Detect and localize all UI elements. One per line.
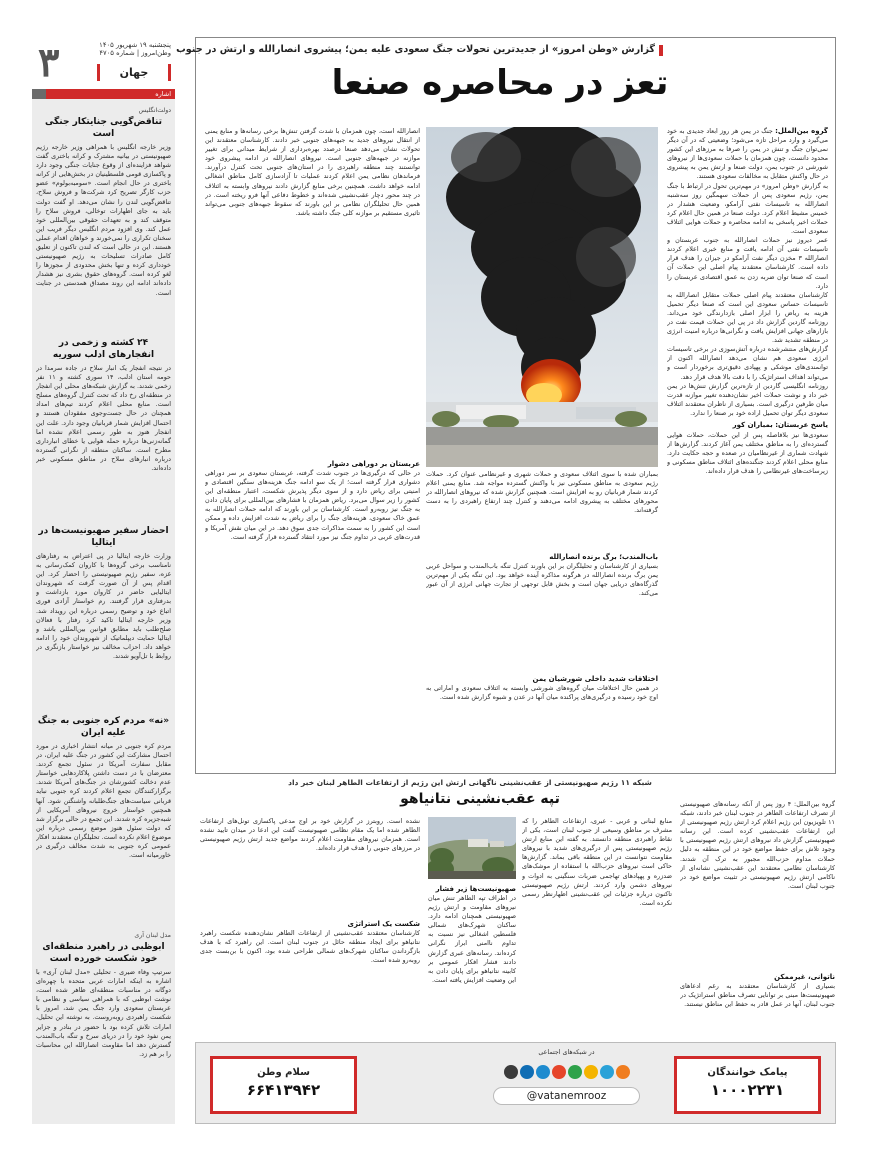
subheading: باب‌المندب؛ برگ برنده انصارالله: [549, 553, 658, 561]
igap-icon[interactable]: [536, 1065, 550, 1079]
main-column-middle-top: انصارالله است، چون همزمان با شدت گرفتن تنش‌ها برخی رسانه‌ها و منابع یمنی از انتقال نیروهای جدید به جبهه‌های جنوبی خبر دادند. کارشناسان معتقدند این تحولات نشان می‌دهد صنعا درصدد بهره‌برداری از شرایط میدانی برای تغییر موازنه در جبهه‌های جنوبی است. نیروهای انصارالله در ادامه پیشروی خود توانستند چند منطقه راهبردی را در استان‌های جنوبی تحت کنترل درآورند. فرماندهان نظامی یمن اعلام کردند عملیات تا آزادسازی کامل مناطق اشغالی ادامه خواهد داشت. همچنین برخی منابع گزارش دادند نیروهای وابسته به ائتلاف در چند محور دچار عقب‌نشینی شده‌اند و خطوط دفاعی آنها فرو ریخته است. در همین حال تحلیلگران نظامی بر این باورند که سقوط جبهه‌های جنوبی می‌تواند تاثیری مستقیم بر موازنه کلی جنگ داشته باشد.: [205, 127, 420, 217]
hill-image: [428, 817, 516, 879]
hill-photo: [428, 817, 516, 879]
main-column-right: گروه بین‌الملل: جنگ در یمن هر روز ابعاد جدیدی به خود می‌گیرد و وارد مراحل تازه می‌شود؛ وضعیتی که در آن دیگر نمی‌توان جنگ و تنش در یمن را صرفا به مرزهای این کشور محدود دانست، چون همزمان با حملات سعودی‌ها از نیروهای شورشی در جنوب یمن، دولت صنعا و ارتش یمن به پیشروی در حال واکنش متقابل به مخالفات سعودی هستند. به گزارش «وطن امروز» در مهم‌ترین تحول در ارتباط با جنگ یمن، رژیم سعودی پس از حملات سهمگین روز سه‌شنبه انصارالله به تاسیسات نفتی آرامکو، وضعیت هشدار در خمیس مشیط اعلام کرد. دولت صنعا در همین حال اعلام کرد حملات اخیر پاسخی به ادامه محاصره و حملات هوایی ائتلاف سعودی است. عمر دیروز نیز حملات انصارالله به جنوب عربستان و تاسیسات نفتی آن ادامه یافت و منابع خبری اعلام کردند انصارالله ۳ مخزن دیگر نفت آرامکو در جیزان را هدف قرار داده است. کارشناسان معتقدند پیام اصلی این حملات آن است که صنعا توان ضربه زدن به عمق اقتصادی عربستان را دارد. کارشناسان معتقدند پیام اصلی حملات متقابل انصارالله به تاسیسات حساس سعودی این است که صنعا دیگر تحمیل هزینه به ریاض را ابزار اصلی بازدارندگی خود می‌داند. روزنامه گاردین گزارش داد در پی این حملات قیمت نفت در بازارهای جهانی افزایش یافت و نگرانی‌ها درباره امنیت انرژی در منطقه تشدید شد. گزارش‌های منتشرشده درباره آتش‌سوزی در برخی تاسیسات انرژی سعودی هم نشان می‌دهد انصارالله اکنون از توانمندی‌های موشکی و پهپادی دقیق‌تری برخوردار است و می‌تواند اهداف استراتژیک را با دقت بالا هدف قرار دهد. روزنامه انگلیسی گاردین از تازه‌ترین گزارش تنش‌ها در یمن خبر داد و نوشت حملات اخیر نشان‌دهنده تغییر موازنه قدرت میان طرفین درگیری است. بسیاری از ناظران معتقدند ائتلاف سعودی دیگر توان تحمیل اراده خود بر صنعا را ندارد. یاسخ عربستان: بمباران کور سعودی‌ها نیز بلافاصله پس از این حملات، حملات هوایی گسترده‌ای را به مناطق مختلف یمن آغاز کردند. گزارش‌ها از شهادت شماری از غیرنظامیان در صعده و حجه حکایت دارد. منابع محلی اعلام کردند جنگنده‌های ائتلاف مناطق مسکونی و زیرساخت‌های غیرنظامی را هدف قرار داده‌اند.: [667, 127, 828, 476]
subheading: اختلافات شدید داخلی شورشیان یمن: [532, 675, 658, 683]
sidebar-article-title: ابوظبی در راهبرد منطقه‌ای خود شکست خورده است: [42, 942, 165, 964]
lower-column-4: نشده است. روبترز در گزارش خود بر اوج مدعی پاکسازی تونل‌های ارتفاعات الطاهر شده اما یک مقام نظامی صهیونیست گفت این ادعا در میدان تایید نشده است. همزمان نیروهای مقاومت اعلام کردند مواضع جدید ارتش رژیم صهیونیستی در مرزهای جنوبی را هدف قرار داده‌اند. شکست یک استراتژی کارشناسان معتقدند عقب‌نشینی از ارتفاعات الطاهر نشان‌دهنده شکست راهبرد نتانیاهو برای ایجاد منطقه حائل در جنوب لبنان است. این راهبرد که با هدف بازگرداندن ساکنان شهرک‌های شمالی طراحی شده بود، اکنون با بن‌بست جدی روبه‌رو شده است.: [200, 817, 420, 965]
sidebar-article-4: [36, 713, 171, 920]
sidebar-article-body: در نتیجه انفجار یک انبار سلاح در جاده سرمدا در حومه استان ادلب، ۱۴ سوری کشته و ۱۱ نفر زخمی شدند. به گزارش شبکه‌های محلی این انفجار در منطقه‌ای رخ داد که تحت کنترل گروه‌های مسلح است. منابع محلی اعلام کردند تیم‌های امداد همچنان در حال جست‌وجوی مفقودان هستند و احتمال افزایش شمار قربانیان وجود دارد. علت این انفجار هنوز به طور رسمی اعلام نشده اما گمانه‌زنی‌ها درباره حمله هوایی یا خطای انبارداری مطرح است. ساکنان منطقه از نگرانی گسترده درباره انبارهای سلاح در مناطق مسکونی خبر داده‌اند.: [36, 364, 171, 473]
reader-sms-box: پیامک خوانندگان ۱۰۰۰۲۲۳۱: [674, 1056, 821, 1114]
lower-column-2: منابع لبنانی و غربی - عبری، ارتفاعات الطاهر را که مشرف بر مناطق وسیعی از جنوب لبنان است، یکی از نقاط راهبردی منطقه دانستند. به گفته این منابع ارتش رژیم صهیونیستی پس از درگیری‌های شدید با نیروهای مقاومت نتوانست در این منطقه باقی بماند. گزارش‌ها حاکی است نیروهای حزب‌الله با استفاده از موشک‌های ضدزره و پهپادهای تهاجمی ضربات سنگینی به ادوات و نیروهای دشمن وارد کردند. ارتش رژیم صهیونیستی تاکنون درباره جزئیات این عقب‌نشینی اظهارنظر رسمی نکرده است.: [522, 817, 672, 907]
sidebar-article-title: ۲۴ کشته و زخمی در انفجارهای ادلب سوریه: [52, 338, 155, 360]
soroush-icon[interactable]: [552, 1065, 566, 1079]
smoke-fire-image: [426, 127, 658, 467]
issue-date: پنجشنبه ۱۹ شهریور ۱۴۰۵ وطن‌امروز | شماره ۴۷۰۵: [99, 41, 171, 57]
tag-marker: [32, 89, 46, 99]
page-header: [32, 37, 175, 89]
salam-vatan-box: سلام وطن ۶۶۴۱۳۹۴۲: [210, 1056, 357, 1114]
sidebar-article-title: تناقض‌گویی جنایتکار جنگی است: [44, 117, 163, 139]
subheading: ناتوانی، غیرممکن: [774, 973, 835, 981]
subheading: شکست یک استراتژی: [347, 920, 420, 928]
social-media-box: در شبکه‌های اجتماعی @vatanemrooz: [461, 1047, 672, 1121]
footer-contact-bar: [195, 1042, 836, 1124]
sidebar-article-5: مدل لبنان آری ابوظبی در راهبرد منطقه‌ای خود شکست خورده است سرتیپ وفاء ضیری - تحلیلی «مدل لبنان آری» با اشاره به اینکه امارات عربی متحده با چهره‌ای دوگانه در مناسبات منطقه‌ای ظاهر شده است، نوشت ابوظبی که با همراهی سیاسی و نظامی با عربستان سعودی وارد جنگ یمن شد، امروز با شکست راهبردی روبه‌روست. به نوشته این تحلیل، امارات تلاش کرده بود با حضور در بنادر و جزایر یمن نفوذ خود را در دریای سرخ و تنگه باب‌المندب گسترش دهد اما مقاومت انصارالله این محاسبات را بر هم زد.: [36, 932, 171, 1108]
telegram-icon[interactable]: [520, 1065, 534, 1079]
lower-headline: تپه عقب‌نشینی نتانیاهو: [400, 791, 560, 807]
sidebar-article-1: دولت‌انگلیس تناقض‌گویی جنایتکار جنگی است وزیر خارجه انگلیس با همراهی وزیر خارجه رژیم صهیونیستی در بیانیه مشترک و کرانه باختری گفت شواهد فزاینده‌ای از وقوع جنایات جنگی وجود دارد و پاکسازی قومی فلسطینیان در بخش‌هایی از کرانه باختری در حال انجام است. «سومبه‌بولوم» عضو حزب کارگر تصریح کرد شرکت‌ها و فروش سلاح، تناقض‌گویی لندن را نشان می‌دهد. او گفت دولت باید به جای اظهارات توخالی، فروش سلاح را متوقف کند و به تعهدات حقوقی بین‌المللی خود عمل کند. وی افزود مردم انگلیس دیگر فریب این سخنان تکراری را نمی‌خورند و خواهان اقدام عملی هستند. این در حالی است که لندن تاکنون از تعلیق کامل صادرات تسلیحات به رژیم صهیونیستی خودداری کرده و تنها بخش محدودی از مجوزها را لغو کرده است. گروه‌های حقوق بشری نیز هشدار داده‌اند ادامه این روند مصداق همدستی در جنایت است.: [36, 107, 171, 318]
eitaa-icon[interactable]: [616, 1065, 630, 1079]
sidebar-article-3: [36, 523, 171, 724]
salam-vatan-number: ۶۶۴۱۳۹۴۲: [246, 1081, 321, 1099]
gap-icon[interactable]: [584, 1065, 598, 1079]
sidebar: [32, 37, 175, 1124]
bale-icon[interactable]: [568, 1065, 582, 1079]
sms-number: ۱۰۰۰۲۲۳۱: [710, 1081, 785, 1099]
subheading: عربستان بر دوراهی دشوار: [327, 460, 420, 468]
main-supertitle: گزارش «وطن امروز» از جدیدترین تحولات جنگ سعودی علیه یمن؛ پیشروی انصارالله و ارتش در جنوب: [176, 44, 655, 55]
social-icons: [461, 1065, 672, 1079]
section-label: جهان: [97, 64, 171, 81]
subheading: صهیونیست‌ها زیر فشار: [435, 885, 516, 893]
lower-column-3: صهیونیست‌ها زیر فشار در اطراف تپه الطاهر تنش میان نیروهای مقاومت و ارتش رژیم صهیونیستی همچنان ادامه دارد. ساکنان شهرک‌های شمالی فلسطین اشغالی نیز نسبت به تداوم ناامنی ابراز نگرانی کرده‌اند. رسانه‌های عبری گزارش دادند فشار افکار عمومی بر کابینه نتانیاهو برای پایان دادن به این وضعیت افزایش یافته است.: [428, 885, 516, 984]
supertitle-marker: [659, 45, 663, 56]
rubika-icon[interactable]: [600, 1065, 614, 1079]
main-column-under-photo: بمباران شده با سوی ائتلاف سعودی و حملات شهری و غیرنظامی عنوان کرد. حملات رژیم سعودی به مناطق مسکونی نیز با واکنش گسترده مواجه شد. منابع یمنی اعلام کردند شمار قربانیان رو به افزایش است. همچنین گزارش شده که نیروهای انصارالله در محورهای مختلف به پیشروی ادامه می‌دهند و کنترل چند ارتفاع راهبردی را به دست گرفته‌اند. باب‌المندب؛ برگ برنده انصارالله بسیاری از کارشناسان و تحلیلگران بر این باورند کنترل تنگه باب‌المندب و سواحل غربی یمن برگ برنده انصارالله در هرگونه مذاکره آینده خواهد بود. این تنگه یکی از مهم‌ترین گذرگاه‌های دریایی جهان است و بخش قابل توجهی از تجارت جهانی انرژی از آن عبور می‌کند. اختلافات شدید داخلی شورشیان یمن در همین حال اختلافات میان گروه‌های شورشی وابسته به ائتلاف سعودی و اماراتی به اوج خود رسیده و درگیری‌های پراکنده میان آنها در عدن و شبوه گزارش شده است.: [426, 470, 658, 702]
main-headline: تعز در محاصره صنعا: [331, 63, 669, 103]
sidebar-article-body: مردم کره جنوبی در میانه انتشار اخباری در مورد احتمال مشارکت این کشور در جنگ علیه ایران، در مقابل سفارت آمریکا در سئول تجمع کردند. معترضان با در دست داشتن پلاکاردهایی خواستار عدم دخالت کشورشان در جنگ‌های آمریکا شدند. برگزارکنندگان تجمع اعلام کردند کره جنوبی نباید قربانی سیاست‌های جنگ‌طلبانه واشنگتن شود. آنها همچنین خواستار خروج نیروهای آمریکایی از شبه‌جزیره کره شدند. این تجمع در حالی برگزار شد که دولت سئول هنوز موضع رسمی درباره این موضوع اعلام نکرده است. تحلیلگران معتقدند افکار عمومی کره جنوبی به شدت مخالف درگیری در خاورمیانه است.: [36, 742, 171, 860]
website-icon[interactable]: [504, 1065, 518, 1079]
main-column-middle-bottom: عربستان بر دوراهی دشوار در حالی که درگیری‌ها در جنوب شدت گرفته، عربستان سعودی بر سر دوراهی دشواری قرار گرفته است؛ از یک سو ادامه جنگ هزینه‌های سنگین اقتصادی و امنیتی برای ریاض دارد و از سوی دیگر پذیرش شکست، اعتبار منطقه‌ای این کشور را زیر سوال می‌برد. ریاض همزمان با فشارهای بین‌المللی برای پایان دادن به جنگ نیز روبه‌رو است. کارشناسان بر این باورند که ادامه حملات انصارالله به عمق خاک سعودی، هزینه‌های جنگ را برای ریاض به شدت افزایش داده و ممکن است این کشور را به سمت مذاکرات جدی سوق دهد. در این میان نقش آمریکا و قدرت‌های غربی در تداوم جنگ نیز مورد انتقاد گسترده قرار گرفته است.: [205, 460, 420, 541]
sidebar-article-title: «نه» مردم کره جنوبی به جنگ علیه ایران: [37, 716, 170, 738]
lower-column-1: گروه بین‌الملل: ۴ روز پس از آنکه رسانه‌های صهیونیستی از تصرف ارتفاعات الطاهر در جنوب لبنان خبر دادند، شبکه ۱۱ تلویزیون این رژیم اعلام کرد ارتش رژیم صهیونیستی از این ارتفاعات عقب‌نشینی کرده است. این رسانه صهیونیستی گزارش داد نیروهای ارتش رژیم صهیونیستی با وجود تلاش برای حفظ مواضع خود در این منطقه به دلیل حملات مداوم حزب‌الله مجبور به ترک آن شدند. کارشناسان نظامی معتقدند این عقب‌نشینی نشانه‌ای از ناکامی ارتش رژیم صهیونیستی در تثبیت مواضع خود در جنوب لبنان است. ناتوانی، غیرممکن بسیاری از کارشناسان معتقدند به رغم ادعاهای صهیونیست‌ها مبنی بر توانایی تصرف مناطق استراتژیک در جنوب لبنان، آنها در عمل قادر به حفظ این مناطق نیستند.: [680, 800, 835, 1009]
sidebar-article-body: سرتیپ وفاء ضیری - تحلیلی «مدل لبنان آری» با اشاره به اینکه امارات عربی متحده با چهره‌ای دوگانه در مناسبات منطقه‌ای ظاهر شده است، نوشت ابوظبی که با همراهی سیاسی و نظامی با عربستان سعودی وارد جنگ یمن شد، امروز با شکست راهبردی روبه‌روست. به نوشته این تحلیل، امارات تلاش کرده بود با حضور در بنادر و جزایر یمن نفوذ خود را در دریای سرخ و تنگه باب‌المندب گسترش دهد اما مقاومت انصارالله این محاسبات را بر هم زد.: [36, 968, 171, 1058]
page-number: ۳: [38, 39, 60, 86]
smoke-fire-photo: [426, 127, 658, 467]
sidebar-article-title: احضار سفیر صهیونیست‌ها در ایتالیا: [38, 526, 169, 548]
sidebar-article-body: وزارت خارجه ایتالیا در پی اعتراض به رفتارهای نامناسب برخی گروه‌ها با کاروان کمک‌رسانی به غزه، سفیر رژیم صهیونیستی را احضار کرد. این اقدام پس از آن صورت گرفت که شهروندان ایتالیایی حاضر در کاروان مورد بازداشت و بدرفتاری قرار گرفتند. رم خواستار آزادی فوری اتباع خود و توضیح رسمی درباره این رویداد شد. وزیر خارجه ایتالیا تاکید کرد رفتار با فعالان صلح‌طلب باید مطابق قوانین بین‌المللی باشد و ایتالیا حمایت دیپلماتیک از شهروندان خود را ادامه خواهد داد. احزاب مخالف نیز خواستار بازنگری در روابط با تل‌آویو شدند.: [36, 552, 171, 661]
sidebar-article-2: [36, 335, 171, 536]
social-handle[interactable]: @vatanemrooz: [493, 1087, 640, 1105]
sidebar-tag: اشاره: [32, 89, 175, 99]
subheading: یاسخ عربستان: بمباران کور: [732, 421, 828, 429]
lower-kicker: شبکه ۱۱ رژیم صهیونیستی از عقب‌نشینی ناگهانی ارتش این رژیم از ارتفاعات الطاهر لبنان خبر داد: [288, 778, 652, 787]
sidebar-article-body: وزیر خارجه انگلیس با همراهی وزیر خارجه رژیم صهیونیستی در بیانیه مشترک و کرانه باختری گفت شواهد فزاینده‌ای از وقوع جنایات جنگی وجود دارد و پاکسازی قومی فلسطینیان در بخش‌هایی از کرانه باختری در حال انجام است. «سومبه‌بولوم» عضو حزب کارگر تصریح کرد شرکت‌ها و فروش سلاح، تناقض‌گویی لندن را نشان می‌دهد. او گفت دولت باید به جای اظهارات توخالی، فروش سلاح را متوقف کند و به تعهدات حقوقی بین‌المللی خود عمل کند. وی افزود مردم انگلیس دیگر فریب این سخنان تکراری را نمی‌خورند و خواهان اقدام عملی هستند. این در حالی است که لندن تاکنون از تعلیق کامل صادرات تسلیحات به رژیم صهیونیستی خودداری کرده و تنها بخش محدودی از مجوزها را لغو کرده است. گروه‌های حقوق بشری نیز هشدار داده‌اند ادامه این روند مصداق همدستی در جنایت است.: [36, 143, 171, 297]
